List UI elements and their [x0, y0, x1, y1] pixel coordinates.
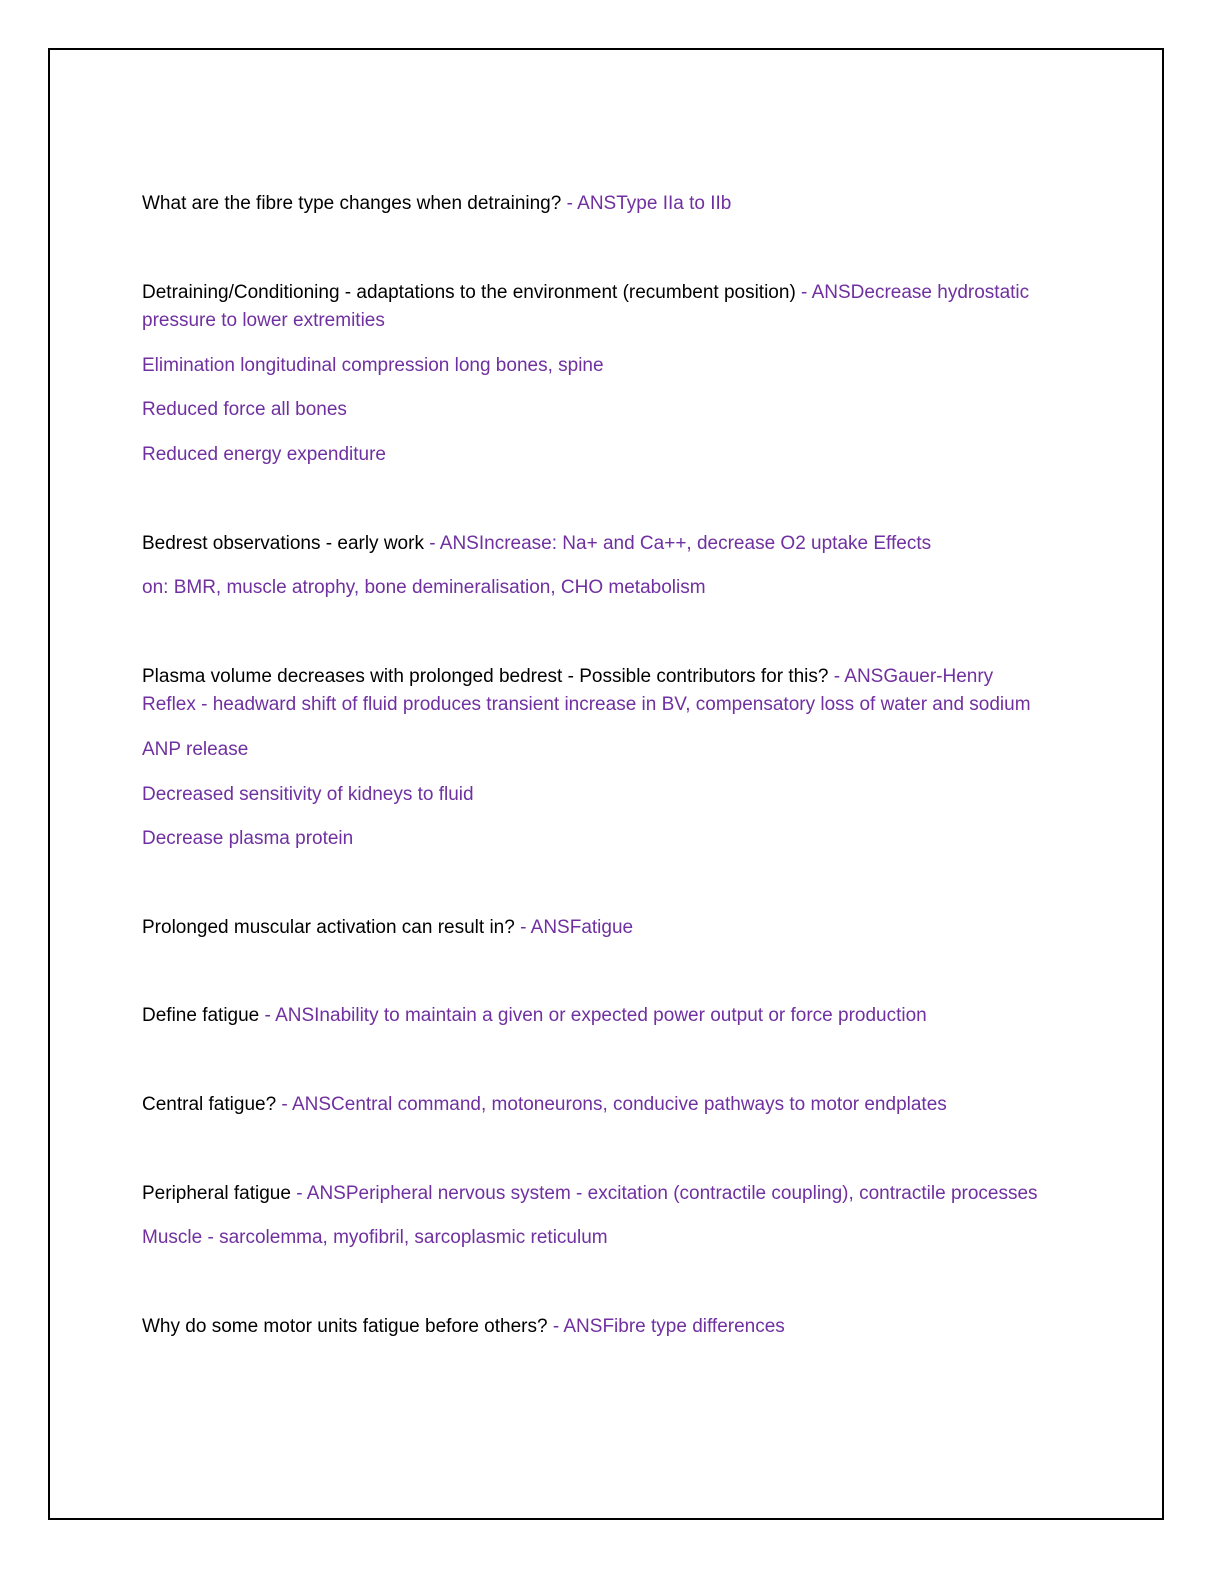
- question-line: [142, 190, 1042, 219]
- question-text: What are the fibre type changes when detraining?: [142, 193, 567, 214]
- question-line: [142, 1313, 1042, 1342]
- flashcard: [142, 190, 1042, 219]
- answer-line: Decrease plasma protein: [142, 828, 354, 850]
- flashcard: [142, 1091, 1042, 1120]
- answer-text: - ANSType IIa to IIb: [566, 193, 732, 214]
- flashcard: [142, 663, 1042, 854]
- flashcard: [142, 530, 1042, 603]
- question-text: Why do some motor units fatigue before others?: [142, 1315, 553, 1337]
- flashcard: [142, 279, 1042, 470]
- answer-text: - ANSPeripheral nervous system - excitation (contractile coupling), contractile processes: [296, 1182, 1038, 1204]
- answer-line: ANP release: [142, 738, 249, 760]
- question-line: [142, 1002, 1042, 1031]
- question-line: [142, 914, 1042, 943]
- question-text: Detraining/Conditioning - adaptations to the environment (recumbent position): [142, 281, 802, 303]
- answer-text: - ANSIncrease: Na+ and Ca++, decrease O2 uptake Effects: [429, 532, 932, 554]
- question-text: Plasma volume decreases with prolonged bedrest - Possible contributors for this?: [142, 665, 834, 687]
- flashcard: [142, 1002, 1042, 1031]
- answer-line: Muscle - sarcolemma, myofibril, sarcoplasmic reticulum: [142, 1227, 608, 1249]
- flashcard: [142, 914, 1042, 943]
- flashcard: [142, 1180, 1042, 1253]
- question-text: Define fatigue: [142, 1005, 265, 1027]
- answer-text: - ANSCentral command, motoneurons, conducive pathways to motor endplates: [281, 1093, 947, 1115]
- question-text: Bedrest observations - early work: [142, 532, 430, 554]
- question-line: [142, 663, 1042, 720]
- flashcard: [142, 1313, 1042, 1342]
- answer-line: Reduced energy expenditure: [142, 443, 387, 465]
- question-line: [142, 279, 1042, 336]
- question-text: Peripheral fatigue: [142, 1182, 297, 1204]
- question-text: Central fatigue?: [142, 1093, 282, 1115]
- answer-line: on: BMR, muscle atrophy, bone demineralisation, CHO metabolism: [142, 577, 706, 599]
- answer-line: Decreased sensitivity of kidneys to fluid: [142, 783, 474, 805]
- answer-text: - ANSFatigue: [520, 916, 634, 938]
- question-line: [142, 1091, 1042, 1120]
- flashcard-list: [142, 190, 1042, 1401]
- answer-line: Elimination longitudinal compression long bones, spine: [142, 354, 604, 376]
- question-text: Prolonged muscular activation can result in?: [142, 916, 521, 938]
- answer-line: Reduced force all bones: [142, 399, 347, 421]
- answer-text: - ANSGauer-Henry Reflex - headward shift of fluid produces transient increase in BV, compensatory loss of water and sodium: [142, 665, 1031, 716]
- answer-text: - ANSDecrease hydrostatic pressure to lower extremities: [142, 281, 1030, 332]
- answer-text: - ANSFibre type differences: [552, 1315, 785, 1337]
- question-line: [142, 1180, 1042, 1209]
- answer-text: - ANSInability to maintain a given or expected power output or force production: [264, 1005, 927, 1027]
- question-line: [142, 530, 1042, 559]
